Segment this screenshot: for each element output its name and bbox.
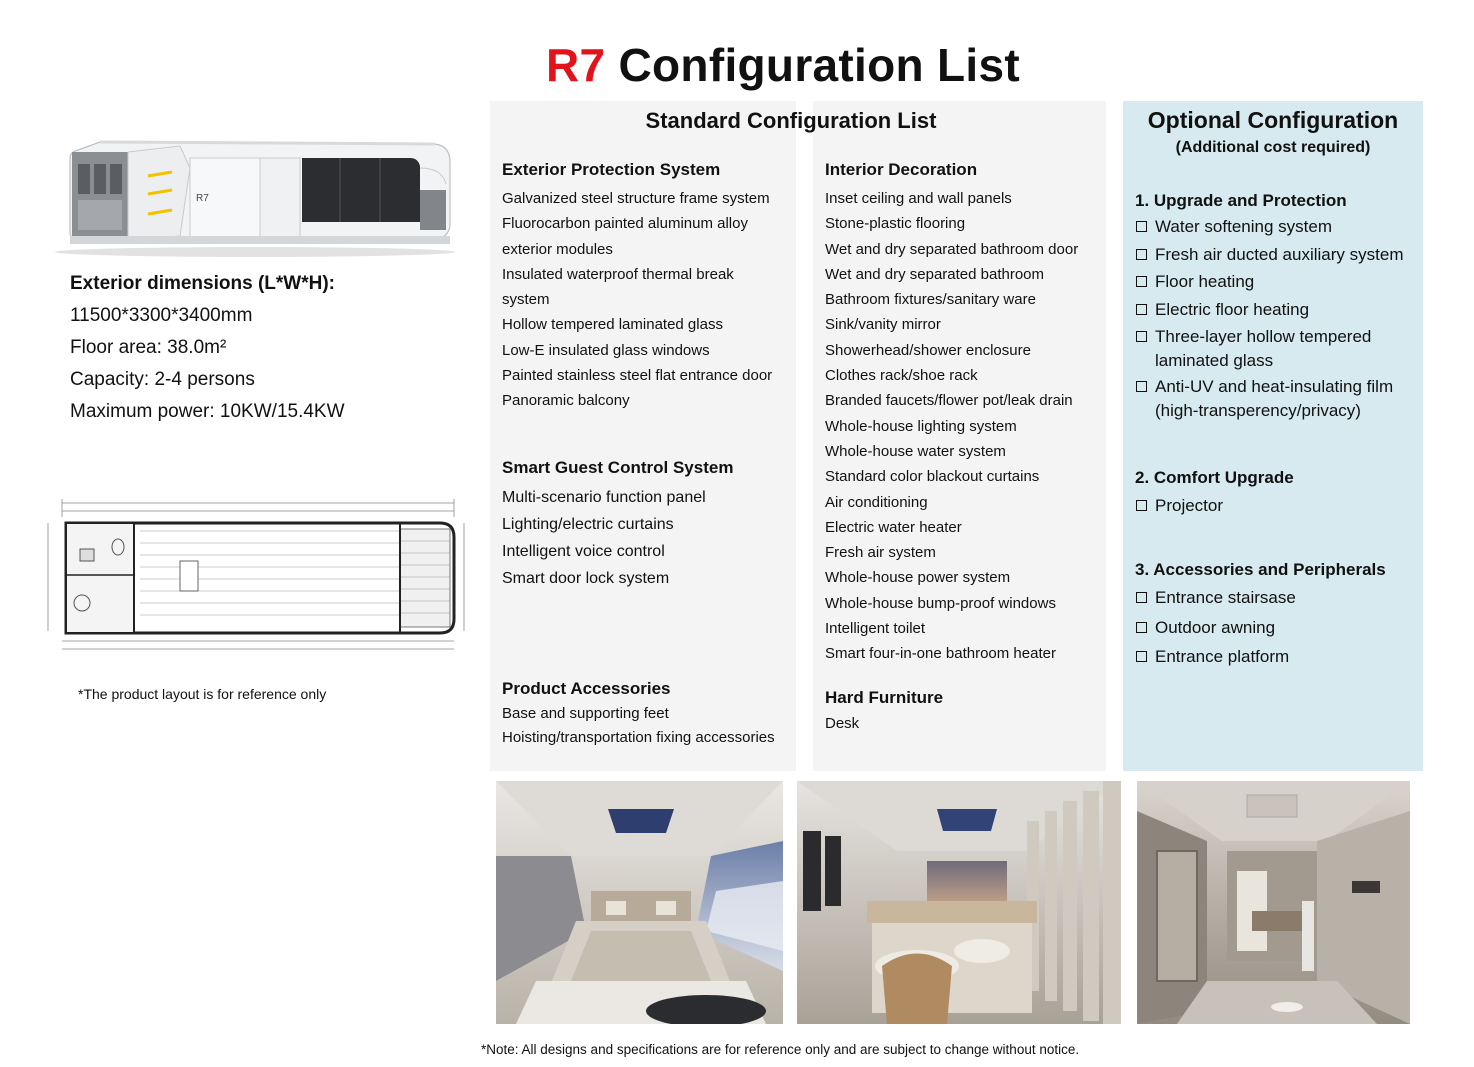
section-smart-guest-control <box>502 458 733 592</box>
checkbox-icon <box>1136 381 1147 392</box>
list-item: Clothes rack/shoe rack <box>825 367 978 385</box>
section-title: Interior Decoration <box>825 160 978 179</box>
list-item: Wet and dry separated bathroom door <box>825 240 1079 258</box>
checkbox-icon <box>1136 331 1147 342</box>
interior-photo-living <box>797 781 1121 1024</box>
option-item: Entrance platform <box>1135 645 1420 669</box>
list-item: Intelligent toilet <box>825 620 926 638</box>
checkbox-icon <box>1136 304 1147 315</box>
list-item: Whole-house power system <box>825 569 1011 587</box>
list-item: Standard color blackout curtains <box>825 468 1040 486</box>
section-interior-decoration <box>825 160 1078 667</box>
list-item: exterior modules <box>502 240 613 258</box>
spec-max-power: Maximum power: 10KW/15.4KW <box>70 401 345 422</box>
option-item: Three-layer hollow tempered laminated glass <box>1135 325 1395 373</box>
optional-header: Optional Configuration <box>1147 107 1399 133</box>
list-item: Low-E insulated glass windows <box>502 341 710 359</box>
list-item: Showerhead/shower enclosure <box>825 341 1031 359</box>
optional-subheader: (Additional cost required) <box>1175 139 1371 156</box>
section-title: Hard Furniture <box>825 688 944 707</box>
cabin-badge: R7 <box>196 193 209 204</box>
list-item: Branded faucets/flower pot/leak drain <box>825 392 1073 410</box>
list-item: Whole-house water system <box>825 442 1006 460</box>
list-item: Bathroom fixtures/sanitary ware <box>825 291 1036 309</box>
page-title <box>0 38 1474 92</box>
checkbox-icon <box>1136 592 1147 603</box>
layout-note: *The product layout is for reference only <box>78 686 327 702</box>
spec-dimensions-value: 11500*3300*3400mm <box>70 305 253 326</box>
list-item: Fluorocarbon painted aluminum alloy <box>502 215 748 233</box>
list-item: Base and supporting feet <box>502 705 669 722</box>
list-item: Hoisting/transportation fixing accessories <box>502 729 775 746</box>
list-item: Intelligent voice control <box>502 543 665 560</box>
checkbox-icon <box>1136 622 1147 633</box>
spec-floor-area: Floor area: 38.0m² <box>70 337 227 358</box>
checkbox-icon <box>1136 221 1147 232</box>
list-item: Panoramic balcony <box>502 392 630 410</box>
list-item: Painted stainless steel flat entrance door <box>502 367 773 385</box>
list-item: Fresh air system <box>825 544 936 562</box>
list-item: system <box>502 291 550 309</box>
standard-header: Standard Configuration List <box>645 108 937 133</box>
list-item: Whole-house lighting system <box>825 417 1017 435</box>
checkbox-icon <box>1136 651 1147 662</box>
optional-section-title: 1. Upgrade and Protection <box>1135 191 1347 210</box>
list-item: Insulated waterproof thermal break <box>502 265 734 283</box>
cabin-exterior-image <box>40 128 460 268</box>
checkbox-icon <box>1136 249 1147 260</box>
interior-photo-bedroom <box>496 781 783 1024</box>
spec-capacity: Capacity: 2-4 persons <box>70 369 255 390</box>
list-item: Lighting/electric curtains <box>502 516 674 533</box>
option-item: Outdoor awning <box>1135 616 1420 640</box>
option-item: Floor heating <box>1135 270 1420 294</box>
list-item: Sink/vanity mirror <box>825 316 941 334</box>
option-item: Electric floor heating <box>1135 298 1420 322</box>
section-title: Product Accessories <box>502 679 671 698</box>
option-item: Entrance stairsase <box>1135 586 1420 610</box>
checkbox-icon <box>1136 500 1147 511</box>
option-item: Projector <box>1135 494 1420 518</box>
list-item: Desk <box>825 715 860 732</box>
section-title: Smart Guest Control System <box>502 458 734 477</box>
optional-section-accessories <box>1135 560 1420 669</box>
checkbox-icon <box>1136 276 1147 287</box>
floor-plan-drawing <box>40 495 470 655</box>
optional-section-title: 2. Comfort Upgrade <box>1135 468 1294 487</box>
list-item: Wet and dry separated bathroom <box>825 265 1045 283</box>
optional-section-upgrade <box>1135 191 1420 423</box>
option-item: Anti-UV and heat-insulating film (high-transperency/privacy) <box>1135 375 1405 423</box>
list-item: Smart four-in-one bathroom heater <box>825 645 1056 663</box>
section-title: Exterior Protection System <box>502 160 721 179</box>
list-item: Galvanized steel structure frame system <box>502 190 770 207</box>
option-item: Fresh air ducted auxiliary system <box>1135 243 1420 267</box>
optional-section-title: 3. Accessories and Peripherals <box>1135 560 1386 579</box>
interior-photo-bathroom <box>1137 781 1410 1024</box>
list-item: Inset ceiling and wall panels <box>825 190 1012 207</box>
title-text: Configuration List <box>618 39 1020 91</box>
list-item: Multi-scenario function panel <box>502 489 706 506</box>
section-product-accessories <box>502 679 775 750</box>
list-item: Electric water heater <box>825 518 962 536</box>
list-item: Stone-plastic flooring <box>825 215 966 233</box>
option-item: Water softening system <box>1135 215 1420 239</box>
list-item: Air conditioning <box>825 493 928 511</box>
section-exterior-protection <box>502 160 772 414</box>
section-hard-furniture <box>825 688 943 736</box>
list-item: Whole-house bump-proof windows <box>825 594 1056 612</box>
footer-note: *Note: All designs and specifications are for reference only and are subject to change without notice. <box>481 1042 1080 1057</box>
list-item: Smart door lock system <box>502 570 670 587</box>
title-model: R7 <box>546 39 606 91</box>
spec-dimensions-label: Exterior dimensions (L*W*H): <box>70 273 335 294</box>
optional-section-comfort <box>1135 468 1420 518</box>
list-item: Hollow tempered laminated glass <box>502 316 723 334</box>
